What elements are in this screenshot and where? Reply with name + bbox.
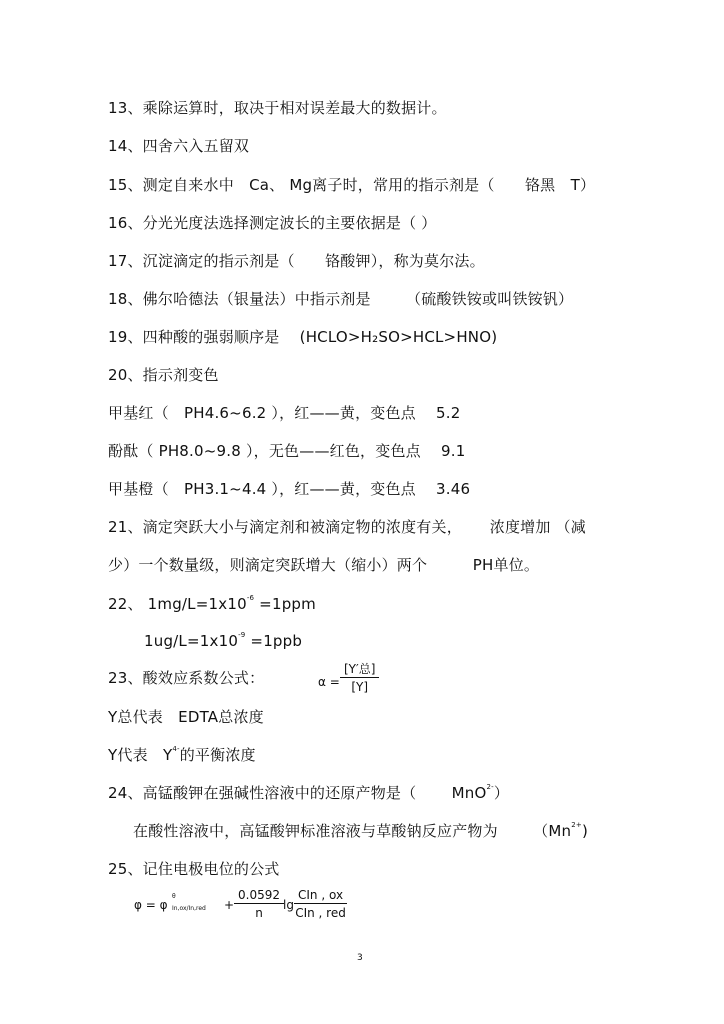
item-13: 13、乘除运算时，取决于相对误差最大的数据计。 (108, 99, 447, 117)
formula-numerator: [Y′总] (340, 662, 379, 678)
item-21-line2: 少）一个数量级，则滴定突跃增大（缩小）两个 PH单位。 (108, 556, 540, 574)
item-24-line2: 在酸性溶液中，高锰酸钾标准溶液与草酸钠反应产物为 $(Mn^{2+})$ (133, 821, 589, 840)
alpha-symbol: α = (318, 675, 340, 689)
item-15: 15、测定自来水中 Ca、 Mg离子时，常用的指示剂是（ 铬黑 T） (108, 176, 596, 194)
item-25: 25、记住电极电位的公式 (108, 860, 280, 878)
formula-subscript: In,ox/In,red (172, 905, 206, 912)
item-17: 17、沉淀滴定的指示剂是（ 铬酸钾），称为莫尔法。 (108, 252, 485, 270)
page-number: 3 (357, 953, 363, 963)
acid-effect-formula (340, 662, 379, 694)
item-20-phenolphthalein: 酚酞（ PH8.0~9.8 ），无色——红色，变色点 9.1 (108, 442, 466, 460)
formula-fraction-1: $\frac{0.0592}{n}$ (234, 888, 284, 920)
formula-denominator: [Y] (351, 680, 369, 694)
item-21-line1: 21、滴定突跃大小与滴定剂和被滴定物的浓度有关， 浓度增加 （减 (108, 518, 586, 536)
item-20: 20、指示剂变色 (108, 366, 219, 384)
item-18: 18、佛尔哈德法（银量法）中指示剂是 （硫酸铁铵或叫铁铵钒） (108, 290, 574, 308)
item-19: 19、四种酸的强弱顺序是 (HCLO>H₂SO>HCL>HNO) (108, 328, 498, 346)
item-23-equilibrium: Y代表 $Y^{4-}$的平衡浓度 (108, 745, 256, 764)
item-14: 14、四舍六入五留双 (108, 137, 250, 155)
formula-fraction-2: CIn , ox CIn , red (295, 888, 346, 920)
item-23-total: Y总代表 EDTA总浓度 (108, 708, 264, 726)
formula-lg: lg (283, 898, 294, 912)
item-20-methyl-red: 甲基红（ PH4.6~6.2 ），红——黄，变色点 5.2 (108, 404, 461, 422)
formula-plus: + (224, 898, 235, 912)
item-22-line1: 22、 $1mg/L=1x10^{-6} =1ppm$ (108, 594, 316, 613)
item-24-line1: 24、高锰酸钾在强碱性溶液中的还原产物是（ MnO$^{2-}$） (108, 783, 510, 802)
item-22-line2: $1ug/L=1x10^{-9} =1ppb$ (144, 631, 303, 650)
formula-theta: θ (172, 893, 176, 900)
item-20-methyl-orange: 甲基橙（ PH3.1~4.4 ），红——黄，变色点 3.46 (108, 480, 471, 498)
formula-lhs: φ = φ (134, 898, 168, 912)
item-23: 23、酸效应系数公式： (108, 669, 265, 687)
item-16: 16、分光光度法选择测定波长的主要依据是（ ） (108, 214, 437, 232)
